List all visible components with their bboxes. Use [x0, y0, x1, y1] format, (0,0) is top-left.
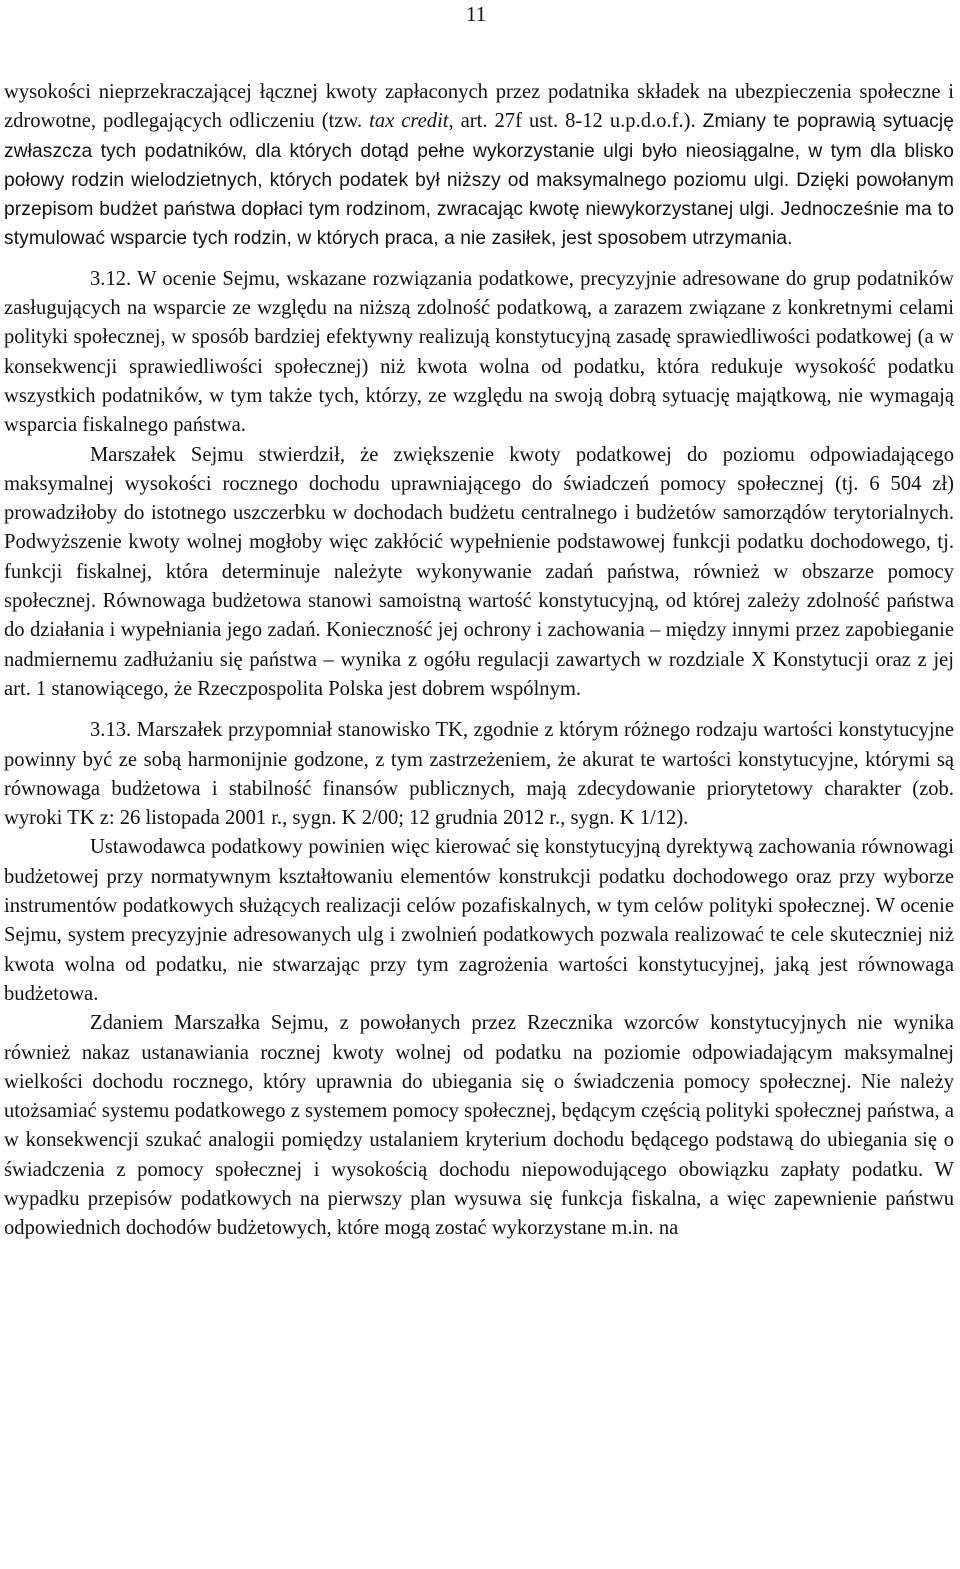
- paragraph: [4, 78, 954, 254]
- paragraph-section-3-12: [4, 265, 954, 441]
- paragraph-text: 3.12. W ocenie Sejmu, wskazane rozwiązania podatkowe, precyzyjnie adresowane do grup podatników zasługujących na wsparcie ze względu na niższą zdolność podatkową, a zarazem związane z konkretnymi celami polityki społecznej, w sposób bardziej efektywny realizują konstytucyjną zasadę sprawiedliwości podatkowej (a w konsekwencji sprawiedliwości społecznej) niż kwota wolna od podatku, która redukuje wysokość podatku wszystkich podatników, w tym także tych, którzy, ze względu na swoją dobrą sytuację majątkową, nie wymagają wsparcia fiskalnego państwa.: [4, 267, 954, 437]
- paragraph-text: wysokości nieprzekraczającej łącznej kwoty zapłaconych przez podatnika składek na ubezpieczenia społeczne i zdrowotne, podlegających odliczeniu (tzw.: [4, 81, 954, 133]
- paragraph: [4, 833, 954, 1009]
- latin-term: tax credit: [369, 110, 449, 133]
- paragraph-section-3-13: [4, 716, 954, 833]
- paragraph-text: 3.13. Marszałek przypomniał stanowisko TK, zgodnie z którym różnego rodzaju wartości konstytucyjne powinny być ze sobą harmonijnie godzone, z tym zastrzeżeniem, że akurat te wartości konstytucyjne, którymi są równowaga budżetowa i stabilność finansów publicznych, mają zdecydowanie priorytetowy charakter (zob. wyroki TK z: 26 listopada 2001 r., sygn. K 2/00; 12 grudnia 2012 r., sygn. K 1/12).: [4, 719, 954, 830]
- page-number: 11: [466, 2, 487, 26]
- paragraph-text-sans: Zmiany te poprawią sytuację zwłaszcza tych podatników, dla których dotąd pełne wykorzystanie ulgi było nieosiągalne, w tym dla blisko połowy rodzin wielodzietnych, których podatek był niższy od maksymalnego poziomu ulgi. Dzięki powołanym przepisom budżet państwa dopłaci tym rodzinom, zwracając kwotę niewykorzystanej ulgi. Jednocześnie ma to stymulować wsparcie tych rodzin, w których praca, a nie zasiłek, jest sposobem utrzymania.: [4, 111, 954, 250]
- paragraph-text: Marszałek Sejmu stwierdził, że zwiększenie kwoty podatkowej do poziomu odpowiadającego maksymalnej wysokości rocznego dochodu uprawniającego do świadczeń pomocy społecznej (tj. 6 504 zł) prowadziłoby do istotnego uszczerbku w dochodach budżetu centralnego i budżetów samorządów terytorialnych. Podwyższenie kwoty wolnej mogłoby więc zakłócić wypełnienie podstawowej funkcji podatku dochodowego, tj. funkcji fiskalnej, która determinuje należyte wykonywanie zadań państwa, również w obszarze pomocy społecznej. Równowaga budżetowa stanowi samoistną wartość konstytucyjną, od której zależy zdolność państwa do działania i wypełniania jego zadań. Konieczność jej ochrony i zachowania – między innymi przez zapobieganie nadmiernemu zadłużaniu się państwa – wynika z ogółu regulacji zawartych w rozdziale X Konstytucji oraz z jej art. 1 stanowiącego, że Rzeczpospolita Polska jest dobrem wspólnym.: [4, 443, 954, 700]
- paragraph-text: , art. 27f ust. 8-12 u.p.d.o.f.).: [448, 110, 703, 133]
- paragraph-text: Zdaniem Marszałka Sejmu, z powołanych przez Rzecznika wzorców konstytucyjnych nie wynika również nakaz ustanawiania rocznej kwoty wolnej od podatku na poziomie odpowiadającym maksymalnej wielkości dochodu rocznego, który uprawnia do ubiegania się o świadczenia pomocy społecznej. Nie należy utożsamiać systemu podatkowego z systemem pomocy społecznej, będącym częścią polityki społecznej państwa, a w konsekwencji szukać analogii pomiędzy ustalaniem kryterium dochodu będącego podstawą do ubiegania się o świadczenia z pomocy społecznej i wysokością dochodu niepowodującego obowiązku zapłaty podatku. W wypadku przepisów podatkowych na pierwszy plan wysuwa się funkcja fiskalna, a więc zapewnienie państwu odpowiednich dochodów budżetowych, które mogą zostać wykorzystane m.in. na: [4, 1012, 954, 1240]
- paragraph-text: Ustawodawca podatkowy powinien więc kierować się konstytucyjną dyrektywą zachowania równowagi budżetowej przy normatywnym kształtowaniu elementów konstrukcji podatku dochodowego oraz przy wyborze instrumentów podatkowych służących realizacji celów pozafiskalnych, w tym celów polityki społecznej. W ocenie Sejmu, system precyzyjnie adresowanych ulg i zwolnień podatkowych pozwala realizować te cele skuteczniej niż kwota wolna od podatku, nie stwarzając przy tym zagrożenia wartości konstytucyjnej, jaką jest równowaga budżetowa.: [4, 836, 954, 1005]
- paragraph: [4, 1009, 954, 1243]
- paragraph: [4, 441, 954, 705]
- document-body: [4, 78, 954, 1244]
